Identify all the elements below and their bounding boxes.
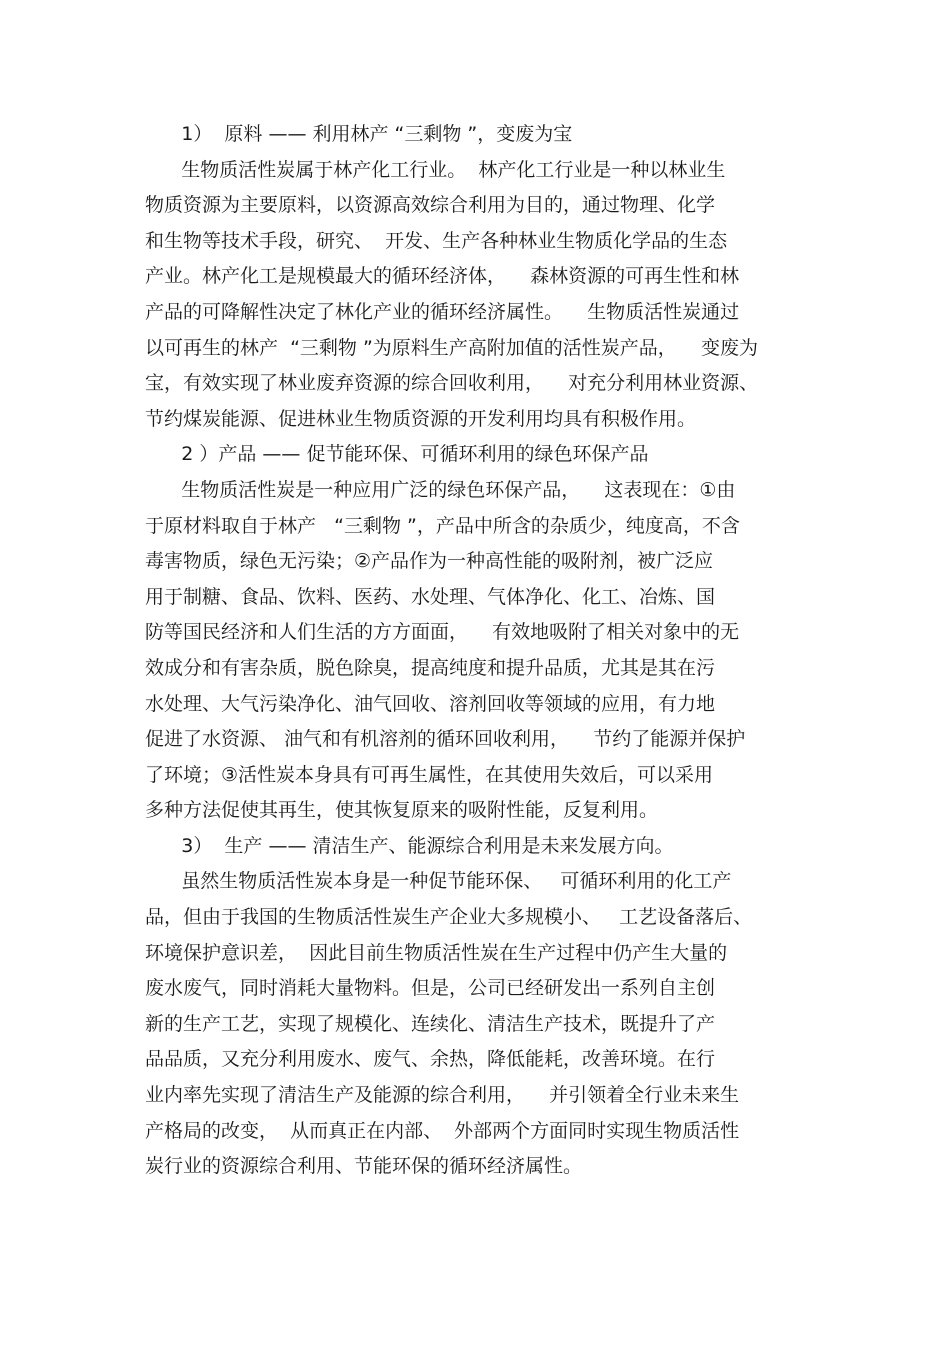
text-line: 3） 生产 —— 清洁生产、能源综合利用是未来发展方向。	[145, 834, 674, 857]
text-line: 水处理、大气污染净化、油气回收、溶剂回收等领域的应用，有力地	[145, 692, 716, 715]
text-line: 效成分和有害杂质，脱色除臭，提高纯度和提升品质，尤其是其在污	[145, 656, 716, 679]
body-text	[145, 117, 825, 1185]
text-line: 和生物等技术手段，研究、 开发、生产各种林业生物质化学品的生态	[145, 229, 728, 252]
text-line: 宝，有效实现了林业废弃资源的综合回收利用， 对充分利用林业资源、	[145, 372, 759, 395]
text-line: 产业。林产化工是规模最大的循环经济体， 森林资源的可再生性和林	[145, 265, 740, 288]
text-line: 生物质活性炭属于林产化工行业。 林产化工行业是一种以林业生	[145, 158, 726, 181]
text-line: 炭行业的资源综合利用、节能环保的循环经济属性。	[145, 1155, 583, 1178]
text-line: 物质资源为主要原料，以资源高效综合利用为目的，通过物理、化学	[145, 194, 716, 217]
text-line: 于原材料取自于林产 “三剩物 ”，产品中所含的杂质少，纯度高，不含	[145, 514, 740, 537]
text-line: 多种方法促使其再生，使其恢复原来的吸附性能，反复利用。	[145, 799, 659, 822]
text-line: 业内率先实现了清洁生产及能源的综合利用， 并引领着全行业未来生	[145, 1084, 740, 1107]
text-line: 节约煤炭能源、促进林业生物质资源的开发利用均具有积极作用。	[145, 407, 697, 430]
text-line: 环境保护意识差， 因此目前生物质活性炭在生产过程中仍产生大量的	[145, 941, 728, 964]
text-line: 防等国民经济和人们生活的方方面面， 有效地吸附了相关对象中的无	[145, 621, 740, 644]
text-line: 新的生产工艺，实现了规模化、连续化、清洁生产技术，既提升了产	[145, 1012, 716, 1035]
text-line: 用于制糖、食品、饮料、医药、水处理、气体净化、化工、冶炼、国	[145, 585, 716, 608]
text-line: 废水废气，同时消耗大量物料。但是，公司已经研发出一系列自主创	[145, 977, 716, 1000]
text-line: 生物质活性炭是一种应用广泛的绿色环保产品， 这表现在：①由	[145, 478, 736, 501]
text-line: 虽然生物质活性炭本身是一种促节能环保、 可循环利用的化工产	[145, 870, 732, 893]
text-line: 了环境；③活性炭本身具有可再生属性，在其使用失效后，可以采用	[145, 763, 714, 786]
text-line: 2 ）产品 —— 促节能环保、可循环利用的绿色环保产品	[145, 443, 649, 466]
text-line: 产格局的改变， 从而真正在内部、 外部两个方面同时实现生物质活性	[145, 1119, 740, 1142]
text-line: 1） 原料 —— 利用林产 “三剩物 ”，变废为宝	[145, 123, 573, 145]
text-line: 以可再生的林产 “三剩物 ”为原料生产高附加值的活性炭产品， 变废为	[145, 336, 758, 359]
text-line: 产品的可降解性决定了林化产业的循环经济属性。 生物质活性炭通过	[145, 300, 740, 323]
text-line: 品品质，又充分利用废水、废气、余热，降低能耗，改善环境。在行	[145, 1048, 716, 1071]
text-line: 促进了水资源、 油气和有机溶剂的循环回收利用， 节约了能源并保护	[145, 728, 746, 751]
text-line: 品，但由于我国的生物质活性炭生产企业大多规模小、 工艺设备落后、	[145, 906, 753, 929]
text-line: 毒害物质，绿色无污染；②产品作为一种高性能的吸附剂，被广泛应	[145, 550, 714, 573]
